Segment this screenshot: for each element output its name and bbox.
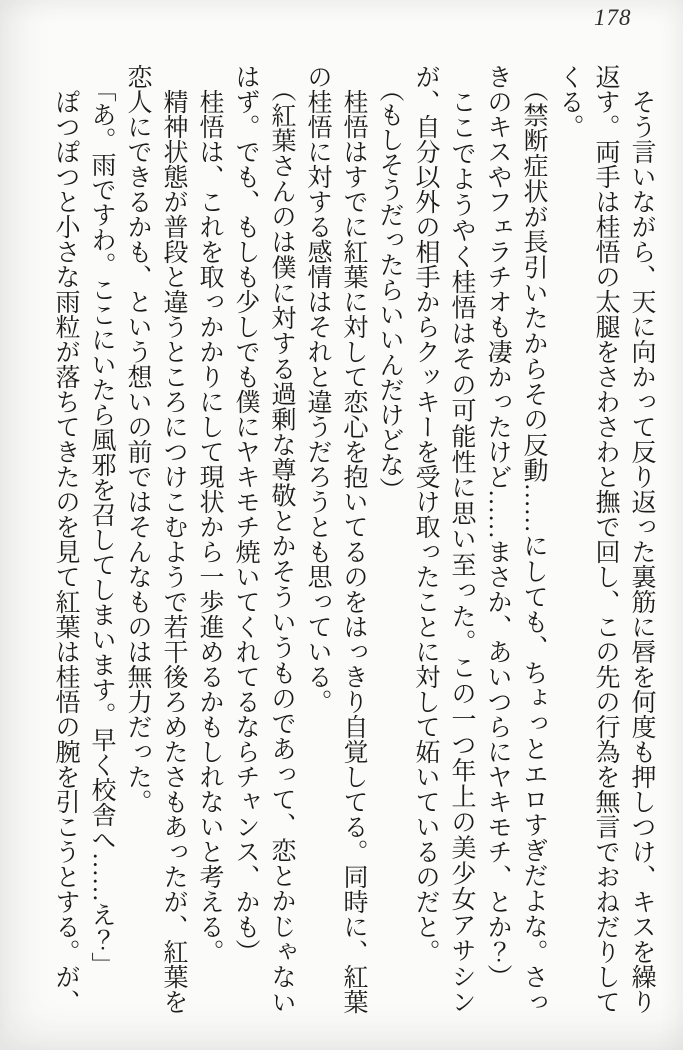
novel-text-block [47,64,659,1014]
paragraph: （禁断症状が長引いたからその反動……にしても、ちょっとエロすぎだよな。さっきのキスやフェラチオも凄かったけど……まさか、あいつらにヤキモチ、とか？） [484,64,547,1014]
paragraph: 「あ。雨ですわ。ここにいたら風邪を召してしまいます。早く校舎へ……え？」 [88,76,115,977]
paragraph: （紅葉さんのは僕に対する過剰な尊敬とかそういうものであって、恋とかじゃないはず。でも、もしも少しでも僕にヤキモチ焼いてくれてるならチャンス、かも） [232,64,295,1014]
paragraph: 桂悟はすでに紅葉に対して恋心を抱いてるのをはっきり自覚してる。同時に、紅葉の桂悟に対する感情はそれと違うだろうとも思っている。 [304,64,367,1014]
page-number: 178 [594,5,632,30]
paragraph: 桂悟は、これを取っかかりにして現状から一歩進めるかもしれないと考える。 [196,89,223,964]
paragraph: そう言いながら、天に向かって反り返った裏筋に唇を何度も押しつけ、キスを繰り返す。両手は桂悟の太腿をさわさわと撫で回し、この先の行為を無言でおねだりしてくる。 [556,64,655,1014]
paragraph: 精神状態が普段と違うところにつけこむようで若干後ろめたさもあったが、紅葉を恋人にできるかも、という想いの前ではそんなものは無力だった。 [124,64,187,1014]
paragraph: ぽつぽつと小さな雨粒が落ちてきたのを見て紅葉は桂悟の腕を引こうとする。が、 [52,89,79,1014]
paragraph: （もしそうだったらいいんだけどな） [376,76,403,502]
paragraph: ここでようやく桂悟はその可能性に思い至った。この一つ年上の美少女アサシンが、自分以外の相手からクッキーを受け取ったことに対して妬いているのだと。 [412,64,475,1015]
